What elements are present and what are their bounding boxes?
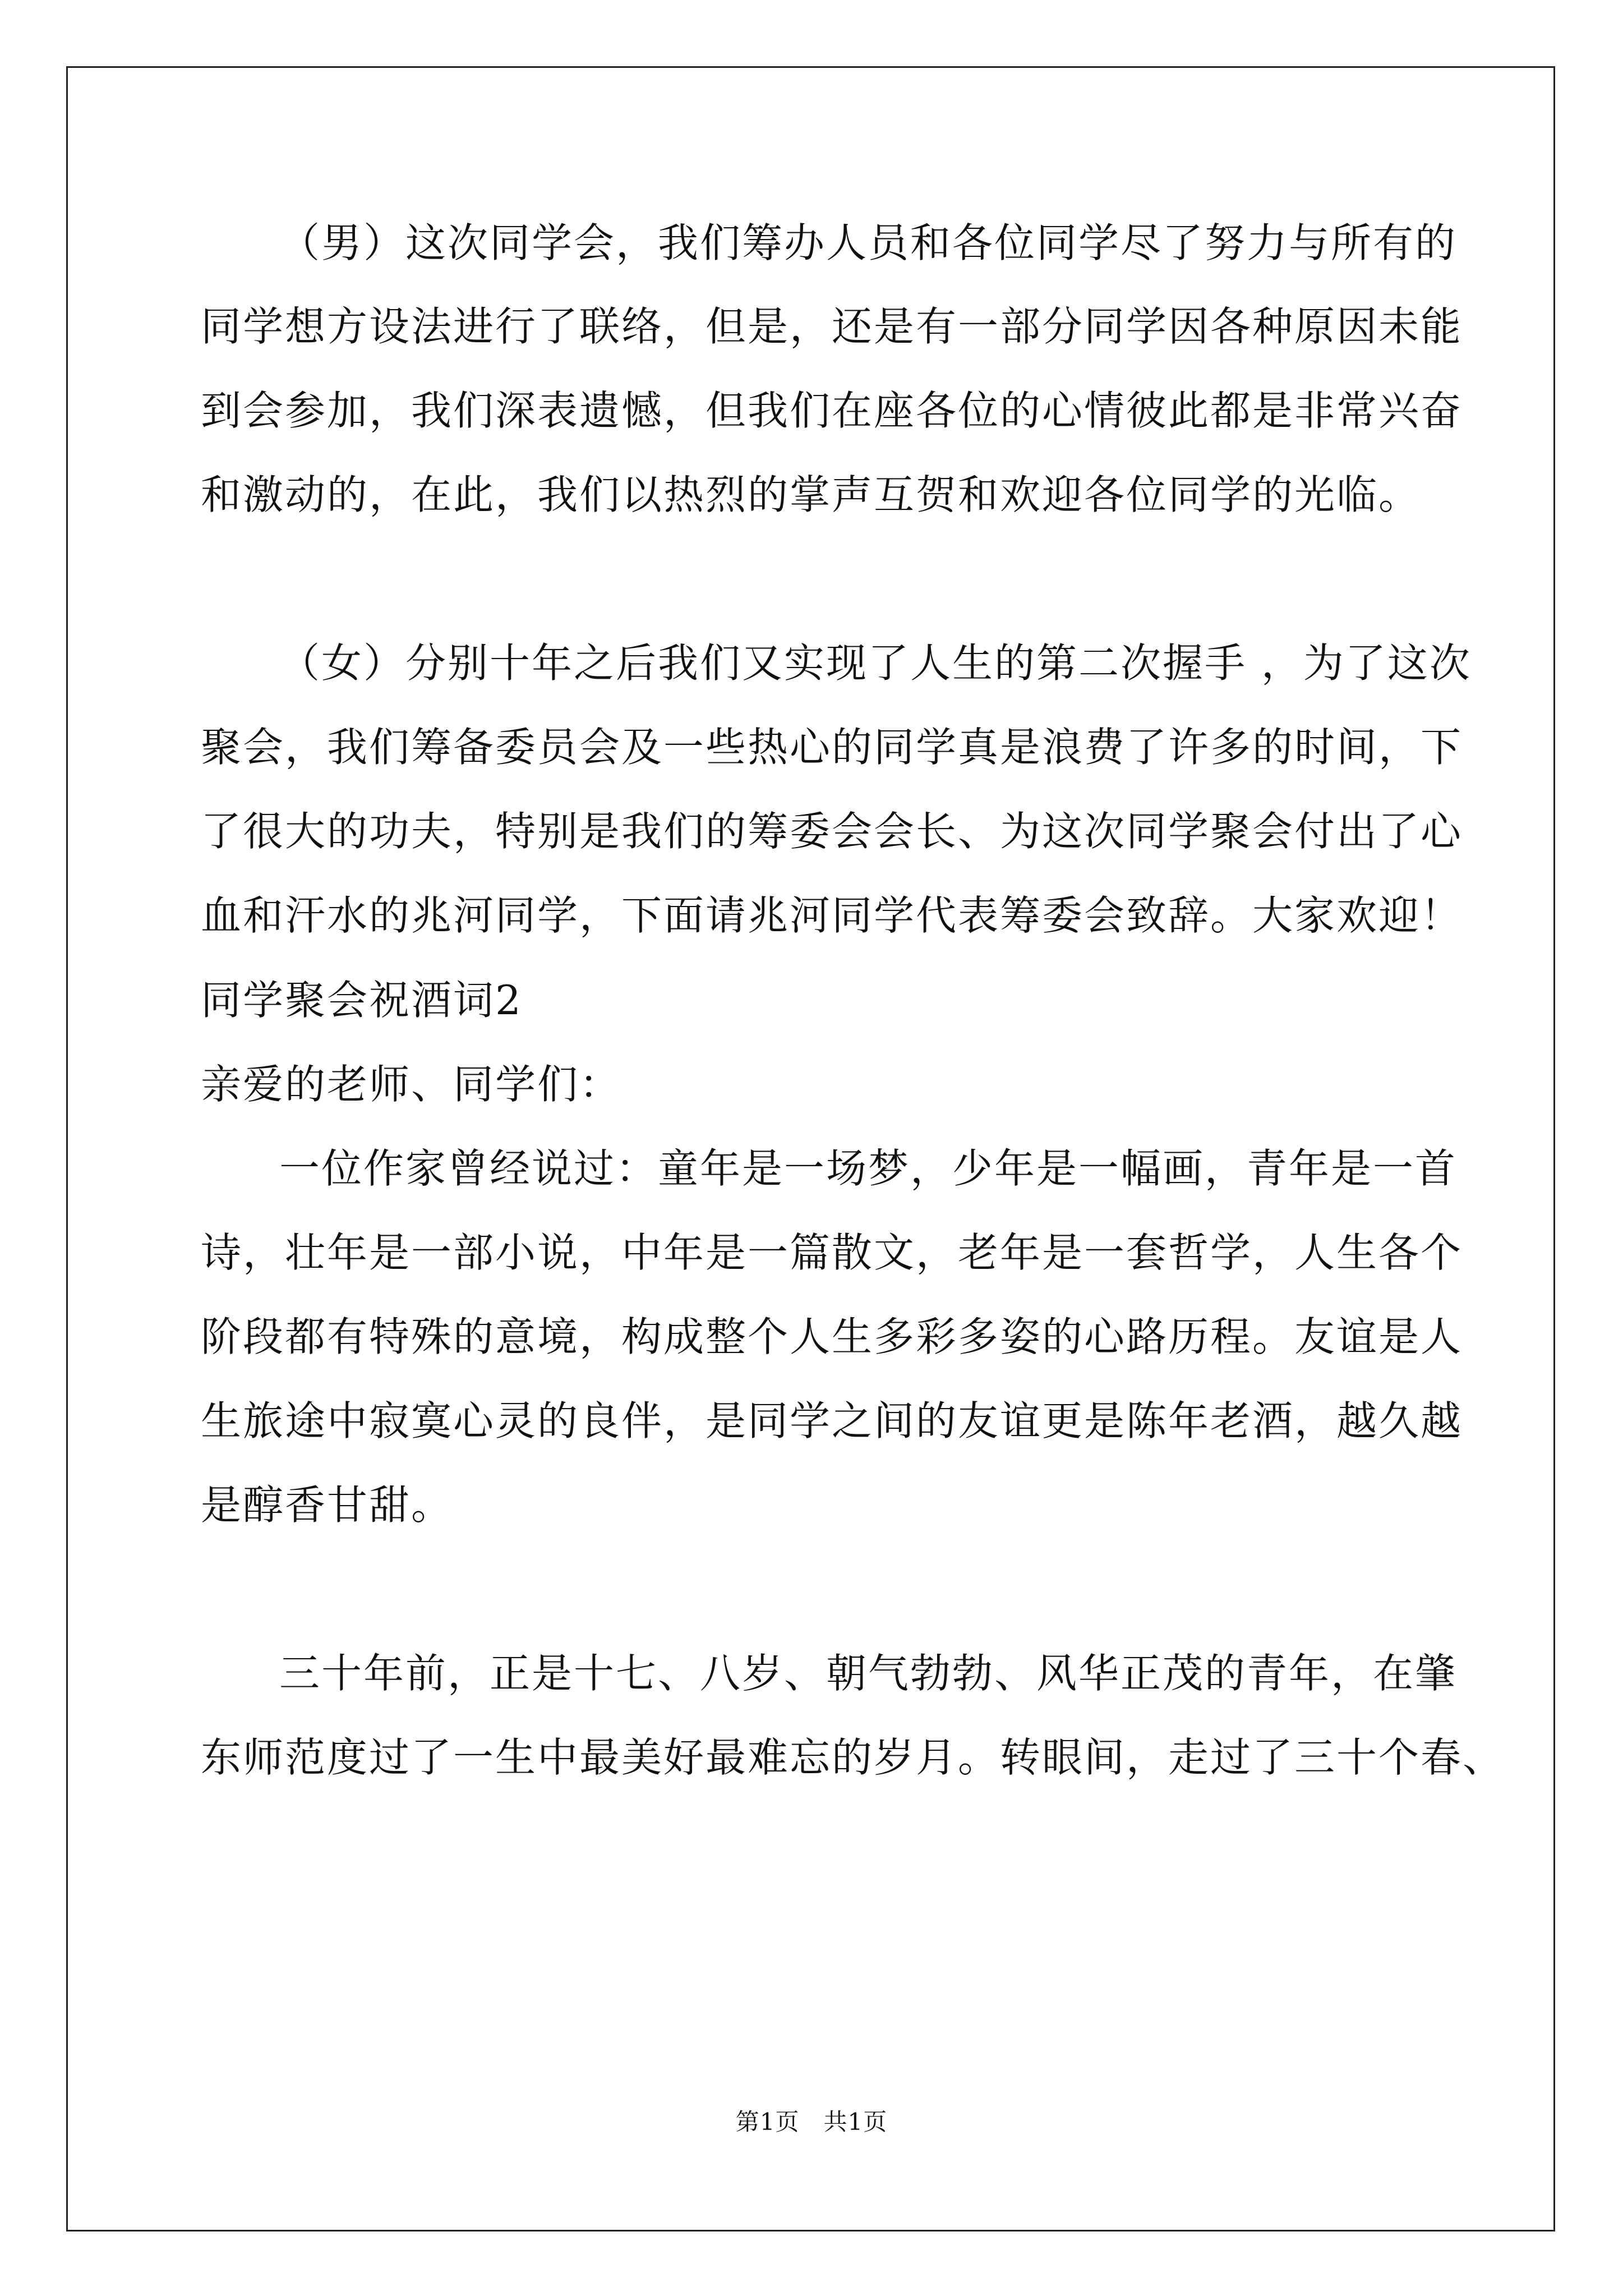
paragraph-line: 到会参加，我们深表遗憾，但我们在座各位的心情彼此都是非常兴奋 — [201, 387, 1463, 434]
paragraph-line: 诗，壮年是一部小说，中年是一篇散文，老年是一套哲学，人生各个 — [201, 1229, 1463, 1276]
paragraph-line: 三十年前，正是十七、八岁、朝气勃勃、风华正茂的青年，在肇 — [279, 1650, 1458, 1697]
paragraph-line: 和激动的，在此，我们以热烈的掌声互贺和欢迎各位同学的光临。 — [201, 471, 1421, 518]
salutation: 亲爱的老师、同学们： — [201, 1061, 622, 1108]
paragraph-line: 了很大的功夫，特别是我们的筹委会会长、为这次同学聚会付出了心 — [201, 808, 1463, 855]
paragraph-line: 血和汗水的兆河同学，下面请兆河同学代表筹委会致辞。大家欢迎！ — [201, 892, 1463, 939]
page-footer: 第1页 共1页 — [735, 2108, 888, 2136]
paragraph-line: （女）分别十年之后我们又实现了人生的第二次握手 ，为了这次 — [279, 639, 1472, 687]
paragraph-line: 东师范度过了一生中最美好最难忘的岁月。转眼间，走过了三十个春、 — [201, 1734, 1505, 1781]
paragraph-line: （男）这次同学会，我们筹办人员和各位同学尽了努力与所有的 — [279, 219, 1458, 266]
paragraph-line: 聚会，我们筹备委员会及一些热心的同学真是浪费了许多的时间，下 — [201, 724, 1463, 771]
paragraph-line: 生旅途中寂寞心灵的良伴，是同学之间的友谊更是陈年老酒，越久越 — [201, 1397, 1463, 1444]
paragraph-line: 一位作家曾经说过：童年是一场梦，少年是一幅画，青年是一首 — [279, 1145, 1458, 1192]
section-heading: 同学聚会祝酒词2 — [201, 977, 523, 1024]
paragraph-line: 同学想方设法进行了联络，但是，还是有一部分同学因各种原因未能 — [201, 303, 1463, 350]
paragraph-line: 是醇香甘甜。 — [201, 1481, 454, 1529]
paragraph-line: 阶段都有特殊的意境，构成整个人生多彩多姿的心路历程。友谊是人 — [201, 1313, 1463, 1360]
